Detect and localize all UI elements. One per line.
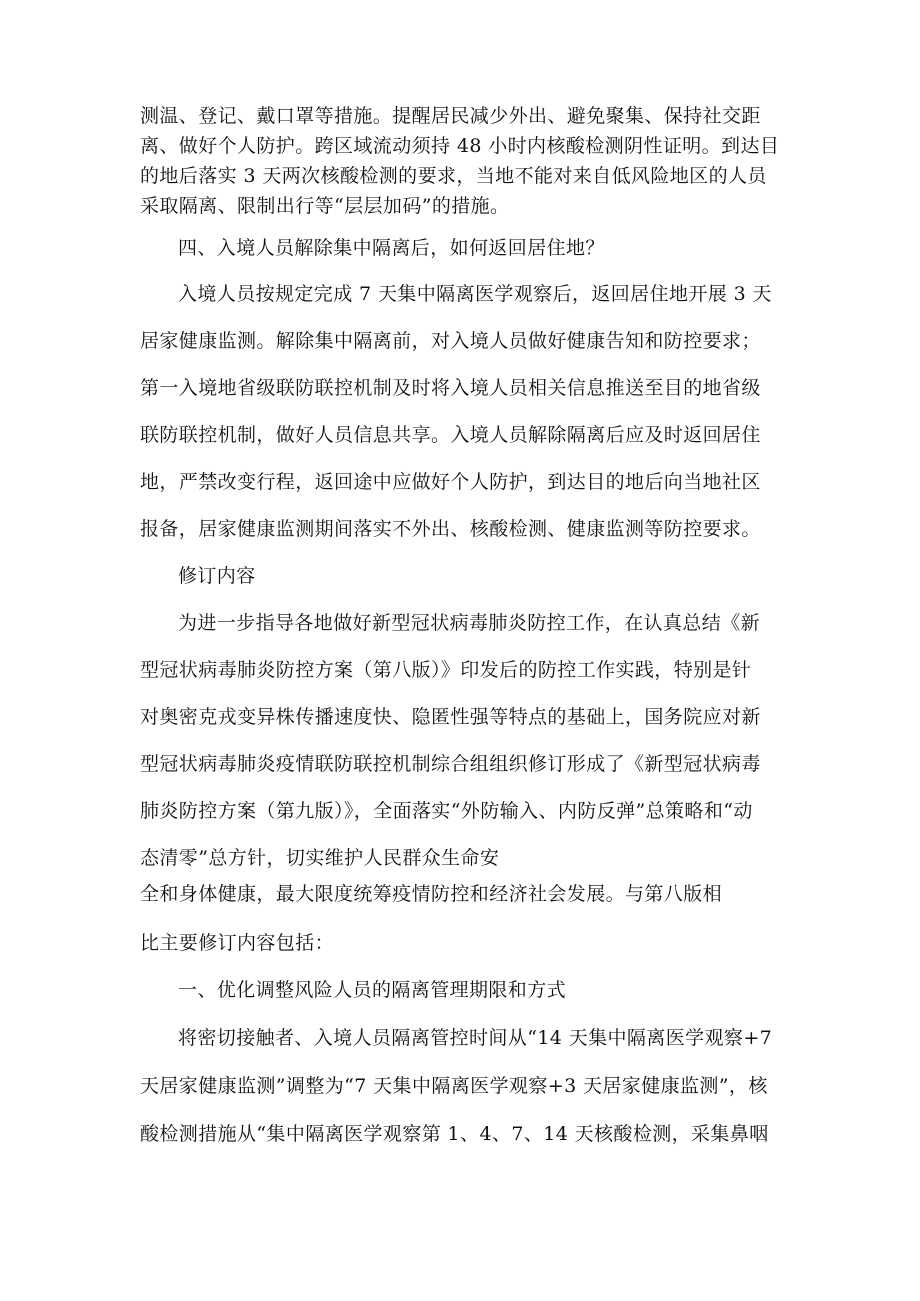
paragraph-line: 酸检测措施从“集中隔离医学观察第 1、4、7、14 天核酸检测，采集鼻咽 [140, 1123, 769, 1145]
paragraph-line: 的地后落实 3 天两次核酸检测的要求，当地不能对来自低风险地区的人员 [140, 165, 767, 187]
paragraph-line: 采取隔离、限制出行等“层层加码”的措施。 [140, 195, 510, 217]
paragraph-line: 报备，居家健康监测期间落实不外出、核酸检测、健康监测等防控要求。 [140, 518, 761, 540]
paragraph-line: 入境人员按规定完成 7 天集中隔离医学观察后，返回居住地开展 3 天 [178, 283, 772, 305]
paragraph-line: 离、做好个人防护。跨区域流动须持 48 小时内核酸检测阴性证明。到达目 [140, 135, 780, 157]
paragraph-line: 全和身体健康，最大限度统筹疫情防控和经济社会发展。与第八版相 [140, 883, 723, 905]
section-heading-one: 一、优化调整风险人员的隔离管理期限和方式 [178, 979, 567, 1001]
paragraph-line: 居家健康监测。解除集中隔离前，对入境人员做好健康告知和防控要求； [140, 330, 761, 352]
paragraph-line: 肺炎防控方案（第九版）》，全面落实“外防输入、内防反弹”总策略和“动 [140, 800, 753, 822]
paragraph-line: 比主要修订内容包括： [140, 932, 335, 954]
paragraph-line: 天居家健康监测”调整为“7 天集中隔离医学观察+3 天居家健康监测”，核 [140, 1075, 768, 1097]
paragraph-line: 型冠状病毒肺炎防控方案（第八版）》印发后的防控工作实践，特别是针 [140, 659, 752, 681]
paragraph-line: 将密切接触者、入境人员隔离管控时间从“14 天集中隔离医学观察+7 [178, 1027, 773, 1049]
paragraph-line: 对奥密克戎变异株传播速度快、隐匿性强等特点的基础上，国务院应对新 [140, 706, 761, 728]
section-title: 修订内容 [178, 565, 256, 587]
paragraph-line: 联防联控机制，做好人员信息共享。入境人员解除隔离后应及时返回居住 [140, 424, 761, 446]
section-heading-four: 四、入境人员解除集中隔离后，如何返回居住地？ [178, 237, 605, 259]
paragraph-line: 为进一步指导各地做好新型冠状病毒肺炎防控工作，在认真总结《新 [178, 612, 761, 634]
paragraph-line: 型冠状病毒肺炎疫情联防联控机制综合组组织修订形成了《新型冠状病毒 [140, 753, 761, 775]
paragraph-line: 态清零”总方针，切实维护人民群众生命安 [140, 847, 500, 869]
paragraph-line: 测温、登记、戴口罩等措施。提醒居民减少外出、避免聚集、保持社交距 [140, 105, 761, 127]
paragraph-line: 第一入境地省级联防联控机制及时将入境人员相关信息推送至目的地省级 [140, 377, 761, 399]
paragraph-line: 地，严禁改变行程，返回途中应做好个人防护，到达目的地后向当地社区 [140, 471, 761, 493]
